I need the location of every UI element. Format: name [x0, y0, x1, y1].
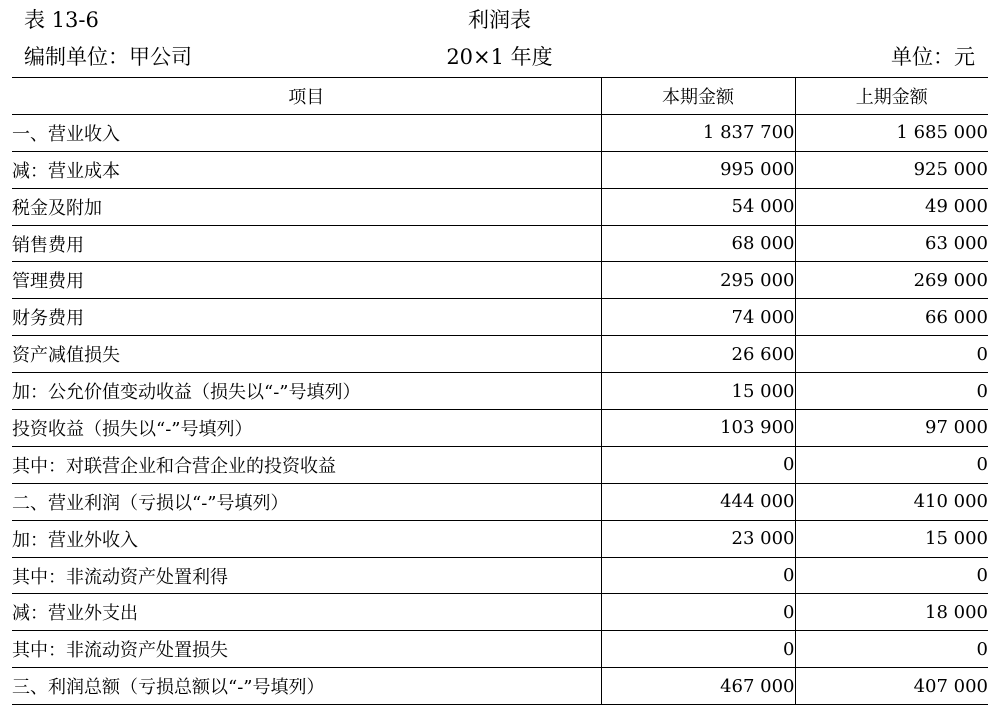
- prior-period-amount: 0: [795, 557, 988, 594]
- row-item-label: 销售费用: [12, 225, 601, 262]
- prior-period-amount: 49 000: [795, 188, 988, 225]
- row-item-label: 二、营业利润（亏损以“-”号填列）: [12, 483, 601, 520]
- prior-period-amount: 0: [795, 373, 988, 410]
- table-row: [12, 446, 988, 483]
- table-row: [12, 631, 988, 668]
- table-row: [12, 188, 988, 225]
- table-row: [12, 151, 988, 188]
- table-row: [12, 262, 988, 299]
- current-period-amount: 26 600: [601, 336, 795, 373]
- column-header-item: 项目: [12, 78, 601, 115]
- table-row: [12, 668, 988, 705]
- prior-period-amount: 410 000: [795, 483, 988, 520]
- row-item-label: 一、营业收入: [12, 114, 601, 151]
- column-header-current: 本期金额: [601, 78, 795, 115]
- current-period-amount: 444 000: [601, 483, 795, 520]
- currency-unit: 单位：元: [891, 45, 975, 69]
- row-item-label: 投资收益（损失以“-”号填列）: [12, 410, 601, 447]
- prior-period-amount: 63 000: [795, 225, 988, 262]
- current-period-amount: 74 000: [601, 299, 795, 336]
- row-item-label: 其中：非流动资产处置损失: [12, 631, 601, 668]
- table-row: [12, 336, 988, 373]
- table-row: [12, 225, 988, 262]
- current-period-amount: 54 000: [601, 188, 795, 225]
- row-item-label: 其中：对联营企业和合营企业的投资收益: [12, 446, 601, 483]
- table-header-row: [12, 78, 988, 115]
- row-item-label: 三、利润总额（亏损总额以“-”号填列）: [12, 668, 601, 705]
- prior-period-amount: 1 685 000: [795, 114, 988, 151]
- table-body: [12, 114, 988, 704]
- current-period-amount: 295 000: [601, 262, 795, 299]
- prior-period-amount: 407 000: [795, 668, 988, 705]
- statement-title: 利润表: [468, 8, 531, 32]
- current-period-amount: 1 837 700: [601, 114, 795, 151]
- current-period-amount: 0: [601, 446, 795, 483]
- current-period-amount: 15 000: [601, 373, 795, 410]
- row-item-label: 管理费用: [12, 262, 601, 299]
- table-row: [12, 520, 988, 557]
- prior-period-amount: 0: [795, 631, 988, 668]
- table-row: [12, 299, 988, 336]
- current-period-amount: 0: [601, 631, 795, 668]
- current-period-amount: 68 000: [601, 225, 795, 262]
- prior-period-amount: 15 000: [795, 520, 988, 557]
- current-period-amount: 103 900: [601, 410, 795, 447]
- current-period-amount: 0: [601, 594, 795, 631]
- row-item-label: 加：公允价值变动收益（损失以“-”号填列）: [12, 373, 601, 410]
- row-item-label: 税金及附加: [12, 188, 601, 225]
- current-period-amount: 995 000: [601, 151, 795, 188]
- table-row: [12, 114, 988, 151]
- table-row: [12, 410, 988, 447]
- preparing-entity: 编制单位：甲公司: [24, 45, 192, 69]
- reporting-period: 20×1 年度: [446, 45, 553, 69]
- prior-period-amount: 18 000: [795, 594, 988, 631]
- current-period-amount: 0: [601, 557, 795, 594]
- current-period-amount: 467 000: [601, 668, 795, 705]
- prior-period-amount: 925 000: [795, 151, 988, 188]
- table-row: [12, 557, 988, 594]
- row-item-label: 减：营业成本: [12, 151, 601, 188]
- table-row: [12, 373, 988, 410]
- row-item-label: 财务费用: [12, 299, 601, 336]
- row-item-label: 减：营业外支出: [12, 594, 601, 631]
- row-item-label: 其中：非流动资产处置利得: [12, 557, 601, 594]
- prior-period-amount: 0: [795, 446, 988, 483]
- prior-period-amount: 0: [795, 336, 988, 373]
- row-item-label: 资产减值损失: [12, 336, 601, 373]
- table-row: [12, 483, 988, 520]
- prior-period-amount: 66 000: [795, 299, 988, 336]
- column-header-prior: 上期金额: [795, 78, 988, 115]
- current-period-amount: 23 000: [601, 520, 795, 557]
- table-number: 表 13-6: [24, 8, 99, 32]
- income-statement-table: [12, 77, 988, 705]
- prior-period-amount: 97 000: [795, 410, 988, 447]
- prior-period-amount: 269 000: [795, 262, 988, 299]
- row-item-label: 加：营业外收入: [12, 520, 601, 557]
- table-row: [12, 594, 988, 631]
